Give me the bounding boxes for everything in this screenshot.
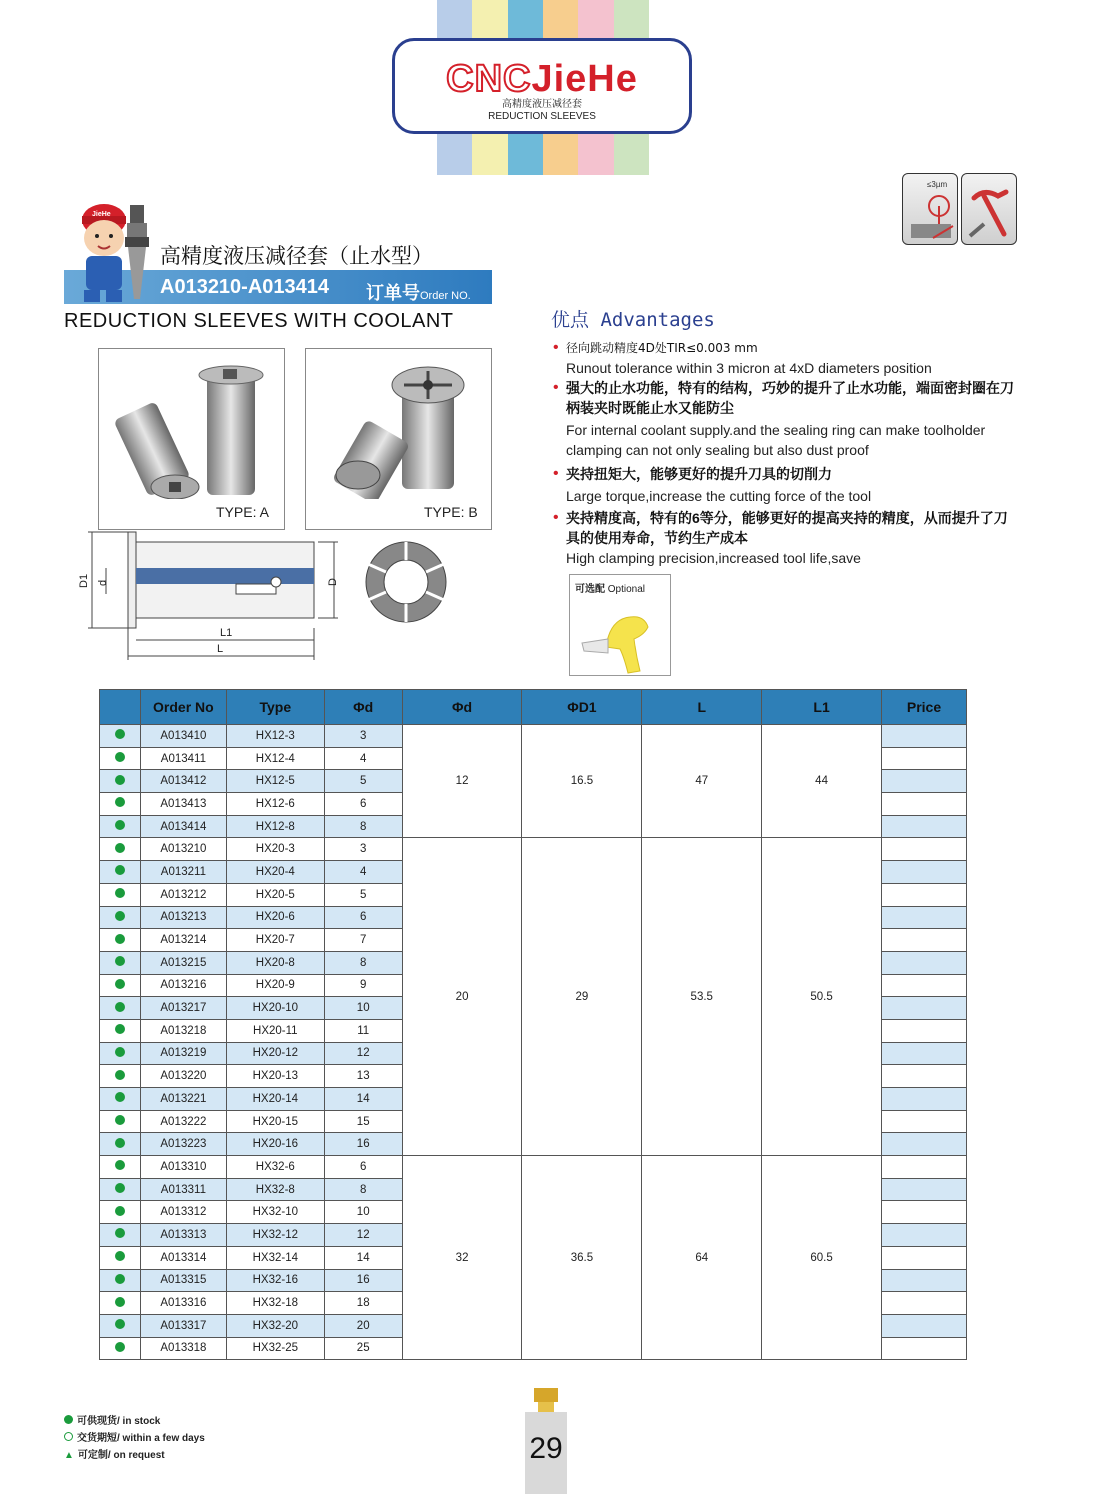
photo-type-b: [305, 348, 492, 530]
advantage-en: For internal coolant supply.and the sealing ring can make toolholder clamping can not only sealing but also dust proof: [566, 422, 986, 458]
L1-cell: 60.5: [762, 1156, 882, 1360]
type-cell: HX20-14: [226, 1088, 324, 1111]
order-no-cell: A013414: [140, 815, 226, 838]
bore-d-cell: 7: [324, 929, 402, 952]
header-L: L: [642, 690, 762, 725]
advantage-item: [553, 338, 1023, 378]
advantage-en: Runout tolerance within 3 micron at 4xD diameters position: [566, 360, 932, 376]
price-cell: [881, 1133, 966, 1156]
order-no-cell: A013220: [140, 1065, 226, 1088]
type-cell: HX20-7: [226, 929, 324, 952]
price-cell: [881, 1292, 966, 1315]
status-cell: [100, 1133, 141, 1156]
optional-accessory: [569, 574, 671, 676]
type-cell: HX32-6: [226, 1156, 324, 1179]
bullet-icon: •: [553, 339, 559, 356]
price-cell: [881, 793, 966, 816]
logo-subtitle-cn: 高精度液压减径套: [502, 99, 582, 110]
header-D1: ΦD1: [522, 690, 642, 725]
in-stock-icon: [64, 1415, 73, 1424]
type-cell: HX32-18: [226, 1292, 324, 1315]
type-cell: HX20-3: [226, 838, 324, 861]
bore-d-cell: 14: [324, 1246, 402, 1269]
header-type: Type: [226, 690, 324, 725]
order-no-cell: A013222: [140, 1110, 226, 1133]
status-cell: [100, 1246, 141, 1269]
few-days-icon: [64, 1432, 73, 1441]
price-cell: [881, 929, 966, 952]
status-cell: [100, 1110, 141, 1133]
advantage-item: [553, 464, 1023, 506]
L-cell: 64: [642, 1156, 762, 1360]
type-cell: HX20-12: [226, 1042, 324, 1065]
in-stock-icon: [115, 1183, 125, 1193]
in-stock-icon: [115, 1274, 125, 1284]
bore-d-cell: 10: [324, 997, 402, 1020]
type-cell: HX32-20: [226, 1314, 324, 1337]
type-cell: HX32-12: [226, 1224, 324, 1247]
in-stock-icon: [115, 1342, 125, 1352]
in-stock-icon: [115, 820, 125, 830]
L-cell: 53.5: [642, 838, 762, 1156]
in-stock-icon: [115, 1319, 125, 1329]
status-cell: [100, 1224, 141, 1247]
type-cell: HX12-6: [226, 793, 324, 816]
status-cell: [100, 815, 141, 838]
type-cell: HX32-16: [226, 1269, 324, 1292]
order-no-cell: A013218: [140, 1019, 226, 1042]
legend-few-days: [64, 1429, 205, 1444]
price-cell: [881, 1224, 966, 1247]
on-request-icon: ▲: [64, 1450, 74, 1461]
type-cell: HX12-8: [226, 815, 324, 838]
type-cell: HX20-11: [226, 1019, 324, 1042]
advantage-cn: 强大的止水功能，特有的结构，巧妙的提升了止水功能，端面密封圈在刀柄装夹时既能止水又能防尘: [566, 380, 1014, 416]
price-cell: [881, 883, 966, 906]
order-no-cell: A013413: [140, 793, 226, 816]
order-no-cell: A013217: [140, 997, 226, 1020]
optional-en: Optional: [607, 584, 646, 595]
status-cell: [100, 997, 141, 1020]
bore-d-cell: 12: [324, 1224, 402, 1247]
in-stock-icon: [115, 1002, 125, 1012]
advantage-cn: 径向跳动精度4D处TIR≤0.003 mm: [566, 341, 758, 355]
type-cell: HX20-13: [226, 1065, 324, 1088]
price-cell: [881, 1088, 966, 1111]
logo-subtitle-en: REDUCTION SLEEVES: [488, 111, 596, 122]
order-code-range: A013210-A013414: [160, 276, 330, 298]
title-en: REDUCTION SLEEVES WITH COOLANT: [64, 310, 454, 332]
type-cell: HX32-14: [226, 1246, 324, 1269]
type-cell: HX20-9: [226, 974, 324, 997]
price-cell: [881, 747, 966, 770]
type-cell: HX32-25: [226, 1337, 324, 1360]
price-cell: [881, 770, 966, 793]
order-no-cell: A013216: [140, 974, 226, 997]
bore-d-cell: 8: [324, 815, 402, 838]
order-no-cell: A013316: [140, 1292, 226, 1315]
status-cell: [100, 1065, 141, 1088]
type-cell: HX20-15: [226, 1110, 324, 1133]
order-no-cell: A013313: [140, 1224, 226, 1247]
in-stock-icon: [115, 1251, 125, 1261]
status-cell: [100, 1337, 141, 1360]
price-cell: [881, 1065, 966, 1088]
order-no-cell: A013211: [140, 861, 226, 884]
type-cell: HX20-8: [226, 951, 324, 974]
order-no-cell: A013410: [140, 725, 226, 748]
page-number: 29: [529, 1432, 563, 1465]
bore-d-cell: 5: [324, 883, 402, 906]
bore-d-cell: 4: [324, 861, 402, 884]
order-no-cn: 订单号: [366, 283, 420, 303]
in-stock-icon: [115, 979, 125, 989]
status-cell: [100, 1292, 141, 1315]
type-a-caption: TYPE: A: [216, 504, 269, 520]
price-cell: [881, 1156, 966, 1179]
tolerance-label: ≤3µm: [927, 180, 948, 189]
dim-L: L: [217, 643, 224, 655]
L1-cell: 50.5: [762, 838, 882, 1156]
in-stock-icon: [115, 865, 125, 875]
bore-d-cell: 8: [324, 1178, 402, 1201]
advantage-en: High clamping precision,increased tool life,save: [566, 550, 861, 566]
bore-d-cell: 3: [324, 725, 402, 748]
product-table: [99, 689, 967, 1360]
dim-D: D: [327, 578, 339, 586]
order-no-cell: A013317: [140, 1314, 226, 1337]
order-no-cell: A013314: [140, 1246, 226, 1269]
price-cell: [881, 1019, 966, 1042]
header-bore-d: Φd: [324, 690, 402, 725]
table-row: [100, 838, 967, 861]
status-cell: [100, 747, 141, 770]
in-stock-icon: [115, 729, 125, 739]
bullet-icon: •: [553, 509, 559, 526]
price-cell: [881, 1337, 966, 1360]
price-cell: [881, 1201, 966, 1224]
shank-d-cell: 20: [402, 838, 522, 1156]
table-row: [100, 725, 967, 748]
order-no-cell: A013219: [140, 1042, 226, 1065]
logo-cnc: CNC: [446, 58, 532, 100]
price-cell: [881, 861, 966, 884]
type-b-caption: TYPE: B: [424, 504, 478, 520]
type-cell: HX20-10: [226, 997, 324, 1020]
bore-d-cell: 13: [324, 1065, 402, 1088]
order-no-en: Order NO.: [420, 290, 471, 302]
order-no-cell: A013315: [140, 1269, 226, 1292]
status-cell: [100, 1178, 141, 1201]
bore-d-cell: 10: [324, 1201, 402, 1224]
D1-cell: 36.5: [522, 1156, 642, 1360]
status-cell: [100, 838, 141, 861]
L1-cell: 44: [762, 725, 882, 838]
order-no-cell: A013318: [140, 1337, 226, 1360]
in-stock-icon: [115, 1024, 125, 1034]
status-cell: [100, 883, 141, 906]
advantage-cn: 夹持扭矩大，能够更好的提升刀具的切削力: [566, 466, 832, 482]
status-cell: [100, 974, 141, 997]
page-ornament-icon: [530, 1386, 562, 1414]
order-no-cell: A013212: [140, 883, 226, 906]
in-stock-icon: [115, 911, 125, 921]
type-cell: HX32-10: [226, 1201, 324, 1224]
order-no-cell: A013223: [140, 1133, 226, 1156]
optional-cn: 可选配: [575, 584, 605, 595]
order-no-cell: A013210: [140, 838, 226, 861]
advantage-en: Large torque,increase the cutting force of the tool: [566, 488, 872, 504]
logo-jiehe: JieHe: [531, 58, 638, 100]
bore-d-cell: 18: [324, 1292, 402, 1315]
header-order-no: Order No: [140, 690, 226, 725]
table-row: [100, 1156, 967, 1179]
shank-d-cell: 32: [402, 1156, 522, 1360]
in-stock-icon: [115, 1115, 125, 1125]
advantage-item: [553, 508, 1023, 568]
price-cell: [881, 1110, 966, 1133]
type-cell: HX12-3: [226, 725, 324, 748]
order-no-cell: A013412: [140, 770, 226, 793]
in-stock-icon: [115, 1206, 125, 1216]
order-no-label: [366, 279, 471, 305]
price-cell: [881, 951, 966, 974]
type-cell: HX20-5: [226, 883, 324, 906]
bore-d-cell: 4: [324, 747, 402, 770]
status-cell: [100, 1019, 141, 1042]
shank-d-cell: 12: [402, 725, 522, 838]
in-stock-icon: [115, 775, 125, 785]
advantage-item: [553, 378, 1023, 460]
in-stock-icon: [115, 1070, 125, 1080]
status-cell: [100, 725, 141, 748]
in-stock-icon: [115, 1138, 125, 1148]
status-cell: [100, 906, 141, 929]
price-cell: [881, 1269, 966, 1292]
status-cell: [100, 1269, 141, 1292]
status-cell: [100, 929, 141, 952]
bore-d-cell: 6: [324, 1156, 402, 1179]
in-stock-icon: [115, 843, 125, 853]
status-cell: [100, 861, 141, 884]
price-cell: [881, 725, 966, 748]
status-cell: [100, 770, 141, 793]
status-cell: [100, 1088, 141, 1111]
title-cn: 高精度液压减径套（止水型）: [160, 245, 433, 268]
type-cell: HX20-4: [226, 861, 324, 884]
price-cell: [881, 1314, 966, 1337]
D1-cell: 29: [522, 838, 642, 1156]
price-cell: [881, 1246, 966, 1269]
in-stock-icon: [115, 1047, 125, 1057]
price-cell: [881, 974, 966, 997]
in-stock-icon: [115, 1092, 125, 1102]
header-L1: L1: [762, 690, 882, 725]
dim-L1: L1: [220, 627, 233, 639]
in-stock-icon: [115, 797, 125, 807]
legend-in-stock-text: 可供现货/ in stock: [77, 1416, 161, 1427]
status-cell: [100, 1201, 141, 1224]
type-cell: HX12-5: [226, 770, 324, 793]
price-cell: [881, 838, 966, 861]
type-cell: HX32-8: [226, 1178, 324, 1201]
legend-on-request: [64, 1446, 165, 1461]
bore-d-cell: 20: [324, 1314, 402, 1337]
key-tool-icon: [570, 595, 670, 675]
type-cell: HX20-6: [226, 906, 324, 929]
status-cell: [100, 1156, 141, 1179]
bullet-icon: •: [553, 465, 559, 482]
order-no-cell: A013215: [140, 951, 226, 974]
in-stock-icon: [115, 1160, 125, 1170]
bore-d-cell: 9: [324, 974, 402, 997]
wrench-icon: [961, 173, 1017, 245]
advantages-title: 优点 Advantages: [551, 309, 715, 331]
advantage-cn: 夹持精度高，特有的6等分，能够更好的提高夹持的精度，从而提升了刀具的使用寿命，节约生产成本: [566, 510, 1008, 546]
dim-D1: D1: [78, 573, 90, 588]
status-cell: [100, 951, 141, 974]
mascot-cap-text: JieHe: [92, 211, 111, 218]
status-cell: [100, 793, 141, 816]
header-shank-d: Φd: [402, 690, 522, 725]
in-stock-icon: [115, 752, 125, 762]
order-no-cell: A013311: [140, 1178, 226, 1201]
type-cell: HX20-16: [226, 1133, 324, 1156]
status-cell: [100, 1042, 141, 1065]
bore-d-cell: 3: [324, 838, 402, 861]
bullet-icon: •: [553, 379, 559, 396]
bore-d-cell: 11: [324, 1019, 402, 1042]
D1-cell: 16.5: [522, 725, 642, 838]
order-no-cell: A013312: [140, 1201, 226, 1224]
bore-d-cell: 16: [324, 1133, 402, 1156]
header-price: Price: [881, 690, 966, 725]
toolholder-image: [124, 205, 150, 303]
L-cell: 47: [642, 725, 762, 838]
legend-in-stock: [64, 1412, 160, 1427]
bore-d-cell: 14: [324, 1088, 402, 1111]
legend-on-request-text: 可定制/ on request: [77, 1450, 165, 1461]
in-stock-icon: [115, 1228, 125, 1238]
order-no-cell: A013411: [140, 747, 226, 770]
in-stock-icon: [115, 956, 125, 966]
in-stock-icon: [115, 888, 125, 898]
order-no-cell: A013221: [140, 1088, 226, 1111]
bore-d-cell: 16: [324, 1269, 402, 1292]
bore-d-cell: 15: [324, 1110, 402, 1133]
legend-few-days-text: 交货期短/ within a few days: [77, 1433, 205, 1444]
table-header-row: [100, 690, 967, 725]
price-cell: [881, 906, 966, 929]
technical-drawing: [76, 528, 516, 663]
bore-d-cell: 12: [324, 1042, 402, 1065]
in-stock-icon: [115, 934, 125, 944]
order-no-cell: A013310: [140, 1156, 226, 1179]
order-no-cell: A013213: [140, 906, 226, 929]
bore-d-cell: 8: [324, 951, 402, 974]
bore-d-cell: 25: [324, 1337, 402, 1360]
tolerance-icon: [902, 173, 958, 245]
order-no-cell: A013214: [140, 929, 226, 952]
brand-logo: [392, 38, 692, 134]
bore-d-cell: 5: [324, 770, 402, 793]
price-cell: [881, 997, 966, 1020]
price-cell: [881, 1178, 966, 1201]
in-stock-icon: [115, 1297, 125, 1307]
price-cell: [881, 815, 966, 838]
bore-d-cell: 6: [324, 793, 402, 816]
header-status: [100, 690, 141, 725]
bore-d-cell: 6: [324, 906, 402, 929]
page-number-tab: [525, 1412, 567, 1494]
status-cell: [100, 1314, 141, 1337]
price-cell: [881, 1042, 966, 1065]
photo-type-a: [98, 348, 285, 530]
dim-d: d: [97, 579, 109, 586]
type-cell: HX12-4: [226, 747, 324, 770]
